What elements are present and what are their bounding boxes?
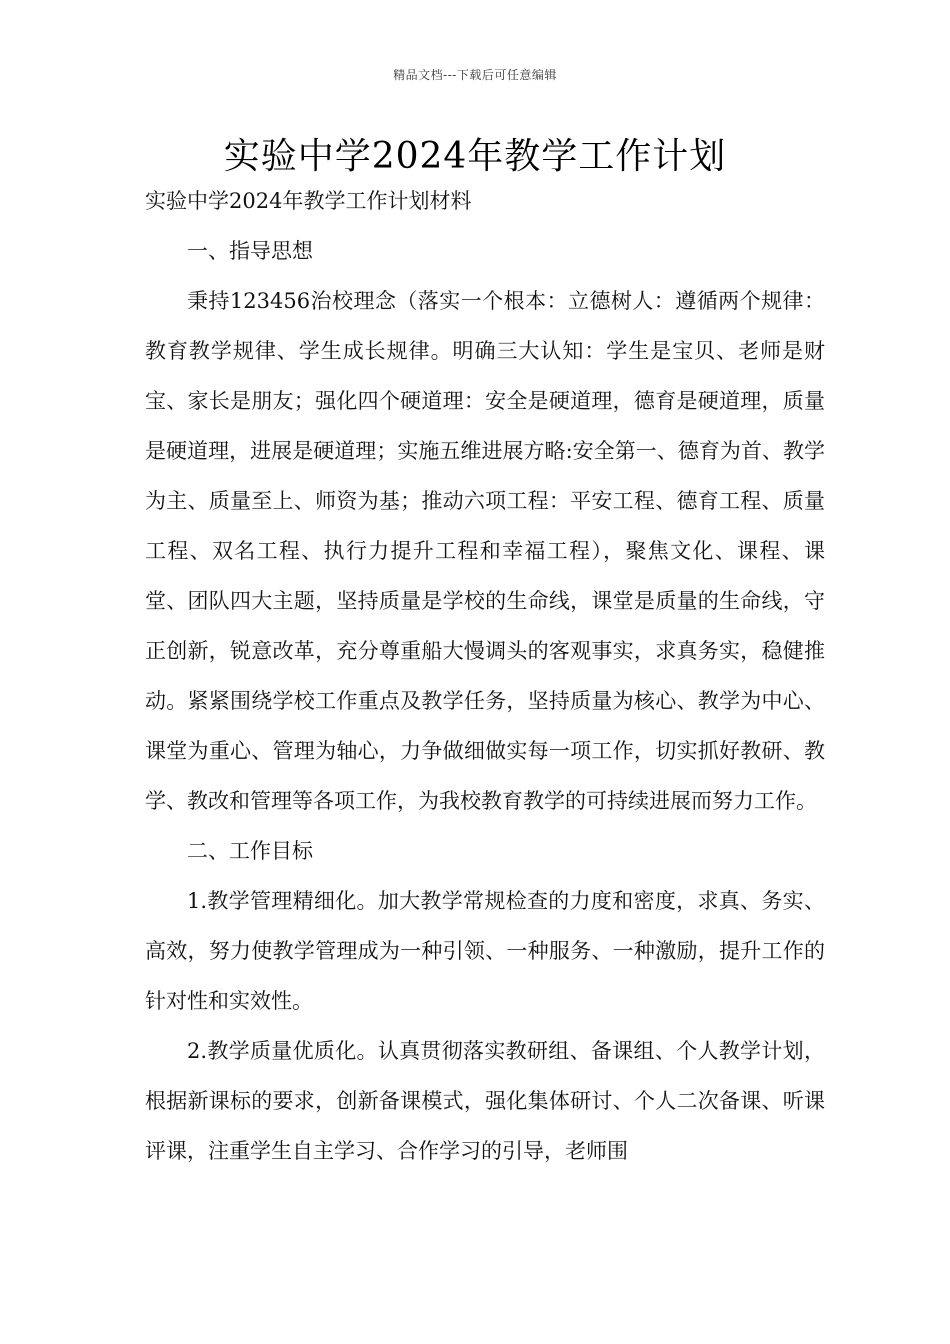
header-note: 精品文档---下载后可任意编辑 bbox=[393, 68, 557, 82]
document-subtitle: 实验中学2024年教学工作计划材料 bbox=[145, 189, 472, 213]
section-heading-work-goals: 二、工作目标 bbox=[187, 839, 313, 863]
paragraph-guiding-ideology: 秉持123456治校理念（落实一个根本：立德树人：遵循两个规律：教育教学规律、学生成长规律。明确三大认知：学生是宝贝、老师是财宝、家长是朋友；强化四个硬道理：安全是硬道理，德育是硬道理，质量是硬道理，进展是硬道理；实施五维进展方略:安全第一、德育为首、教学为主、质量至上、师资为基；推动六项工程：平安工程、德育工程、质量工程、双名工程、执行力提升工程和幸福工程），聚焦文化、课程、课堂、团队四大主题，坚持质量是学校的生命线，课堂是质量的生命线，守正创新，锐意改革，充分尊重船大慢调头的客观事实，求真务实，稳健推动。紧紧围绕学校工作重点及教学任务，坚持质量为核心、教学为中心、课堂为重心、管理为轴心，力争做细做实每一项工作，切实抓好教研、教学、教改和管理等各项工作，为我校教育教学的可持续进展而努力工作。 bbox=[145, 289, 825, 813]
section-heading-guiding-ideology: 一、指导思想 bbox=[187, 239, 313, 263]
paragraph-goal-1: 1.教学管理精细化。加大教学常规检查的力度和密度，求真、务实、高效，努力使教学管理成为一种引领、一种服务、一种激励，提升工作的针对性和实效性。 bbox=[145, 889, 825, 1013]
paragraph-goal-2: 2.教学质量优质化。认真贯彻落实教研组、备课组、个人教学计划，根据新课标的要求，创新备课模式，强化集体研讨、个人二次备课、听课评课，注重学生自主学习、合作学习的引导，老师围 bbox=[145, 1039, 825, 1163]
document-title: 实验中学2024年教学工作计划 bbox=[223, 136, 727, 177]
document-body bbox=[145, 226, 825, 1176]
